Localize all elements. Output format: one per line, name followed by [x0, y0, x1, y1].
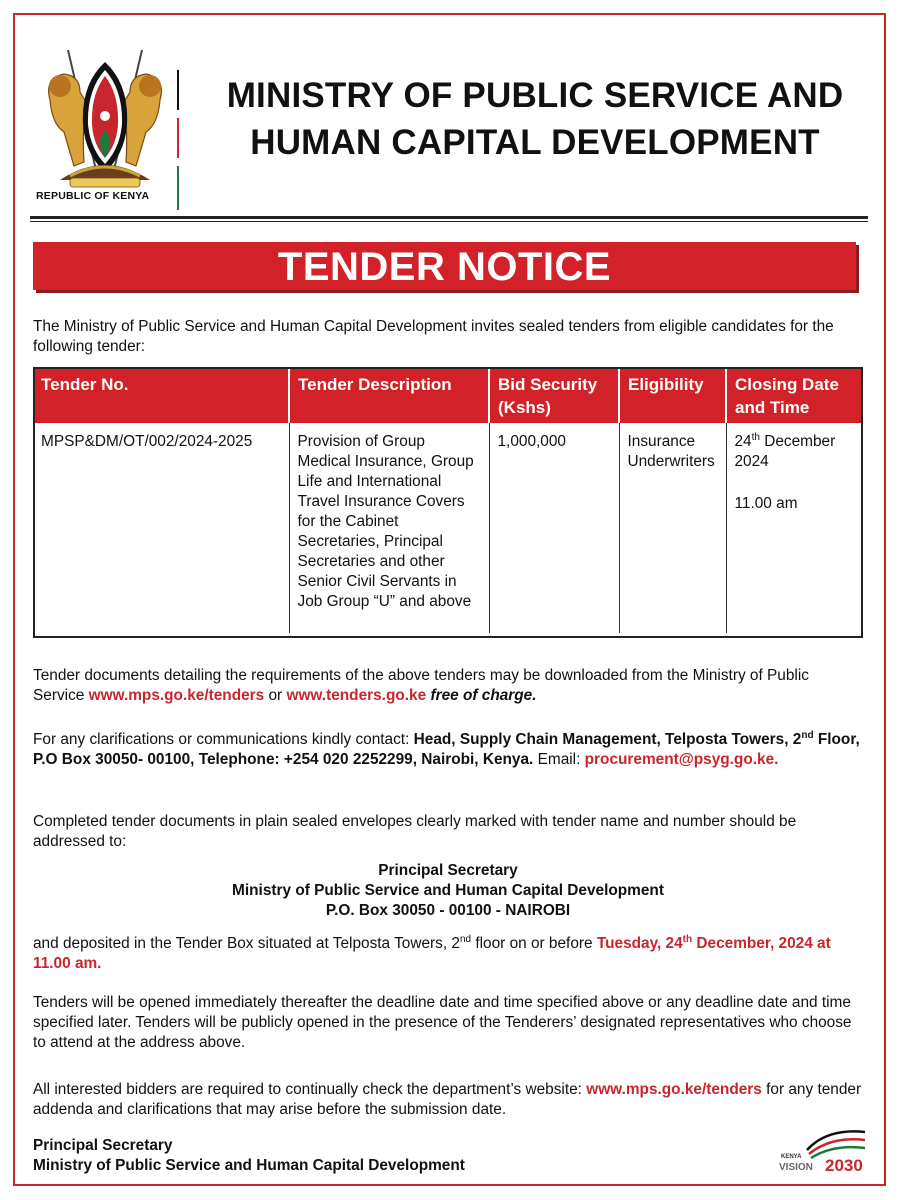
header-rule-thin: [30, 221, 868, 222]
ministry-title-line1: MINISTRY OF PUBLIC SERVICE AND: [226, 76, 844, 115]
procurement-email-link[interactable]: procurement@psyg.go.ke.: [584, 751, 779, 768]
vision-small: KENYA: [781, 1154, 802, 1160]
tenders-portal-link[interactable]: www.tenders.go.ke: [286, 687, 427, 704]
signoff-block: [33, 1136, 465, 1176]
mps-website-link[interactable]: www.mps.go.ke/tenders: [586, 1081, 762, 1098]
closing-date: 24th December 2024: [734, 431, 836, 470]
website-paragraph: All interested bidders are required to continually check the department’s website: www.mps.go.ke/tenders for any tender addenda and clarifications that may arise before the submission date.: [33, 1081, 862, 1118]
intro-paragraph: The Ministry of Public Service and Human Capital Development invites sealed tenders from eligible candidates for the following tender:: [33, 318, 834, 355]
address-line2: Ministry of Public Service and Human Capital Development: [232, 882, 664, 899]
ministry-title: [210, 72, 860, 166]
signoff-title: Principal Secretary: [33, 1137, 173, 1154]
contact-paragraph: For any clarifications or communications kindly contact: Head, Supply Chain Management, Telposta Towers, 2nd Floor, P.O Box 30050- 00100, Telephone: +254 020 2252299, Nairobi, Kenya. Email: procurement@psyg.go.ke.: [33, 729, 860, 768]
signoff-ministry: Ministry of Public Service and Human Capital Development: [33, 1157, 465, 1174]
kenya-vision-2030-logo: [777, 1128, 869, 1176]
vision-year: 2030: [825, 1156, 863, 1175]
opening-paragraph: Tenders will be opened immediately thereafter the deadline date and time specified above or any deadline date and time specified later. Tenders will be publicly opened in the presence of the Tenderers’ designated representatives who choose to attend at the address above.: [33, 994, 852, 1051]
mps-tenders-link[interactable]: www.mps.go.ke/tenders: [88, 687, 265, 704]
cell-eligibility: Insurance Underwriters: [619, 423, 726, 633]
flag-stripe-divider: [175, 70, 181, 210]
kenya-coat-of-arms-icon: [30, 30, 180, 210]
header-closing-date: Closing Date and Time: [726, 367, 863, 423]
header-tender-no: Tender No.: [33, 367, 289, 423]
header-rule: [30, 216, 868, 219]
address-line3: P.O. Box 30050 - 00100 - NAIROBI: [325, 902, 571, 919]
deposit-paragraph: and deposited in the Tender Box situated at Telposta Towers, 2nd floor on or before Tuesday, 24th December, 2024 at 11.00 am.: [33, 933, 831, 972]
header: [30, 30, 870, 218]
cell-description: Provision of Group Medical Insurance, Group Life and International Travel Insurance Covers for the Cabinet Secretaries, Principal Secretaries and other Senior Civil Servants in Job Group “U” and above: [289, 423, 489, 633]
completed-paragraph: Completed tender documents in plain sealed envelopes clearly marked with tender name and number should be addressed to:: [33, 813, 797, 850]
vision-word: VISION: [779, 1162, 813, 1173]
header-eligibility: Eligibility: [619, 367, 726, 423]
header-tender-description: Tender Description: [289, 367, 489, 423]
header-bid-security: Bid Security (Kshs): [489, 367, 619, 423]
ministry-title-line2: HUMAN CAPITAL DEVELOPMENT: [250, 123, 820, 162]
address-block: [33, 861, 863, 921]
closing-time: 11.00 am: [734, 495, 798, 512]
deadline-text: Tuesday, 24th December, 2024 at 11.00 am.: [33, 933, 831, 972]
tender-notice-banner: TENDER NOTICE: [33, 242, 856, 290]
table-row: [33, 423, 863, 633]
cell-tender-no: MPSP&DM/OT/002/2024-2025: [41, 433, 253, 450]
table-header-row: [33, 367, 863, 423]
tender-table: [33, 367, 863, 633]
cell-closing-date: [726, 423, 863, 633]
cell-bid-security: 1,000,000: [489, 423, 619, 633]
crest-caption: REPUBLIC OF KENYA: [36, 190, 150, 202]
documents-paragraph: Tender documents detailing the requirements of the above tenders may be downloaded from the Ministry of Public Service www.mps.go.ke/tenders or www.tenders.go.ke free of charge.: [33, 667, 809, 704]
address-line1: Principal Secretary: [378, 862, 518, 879]
